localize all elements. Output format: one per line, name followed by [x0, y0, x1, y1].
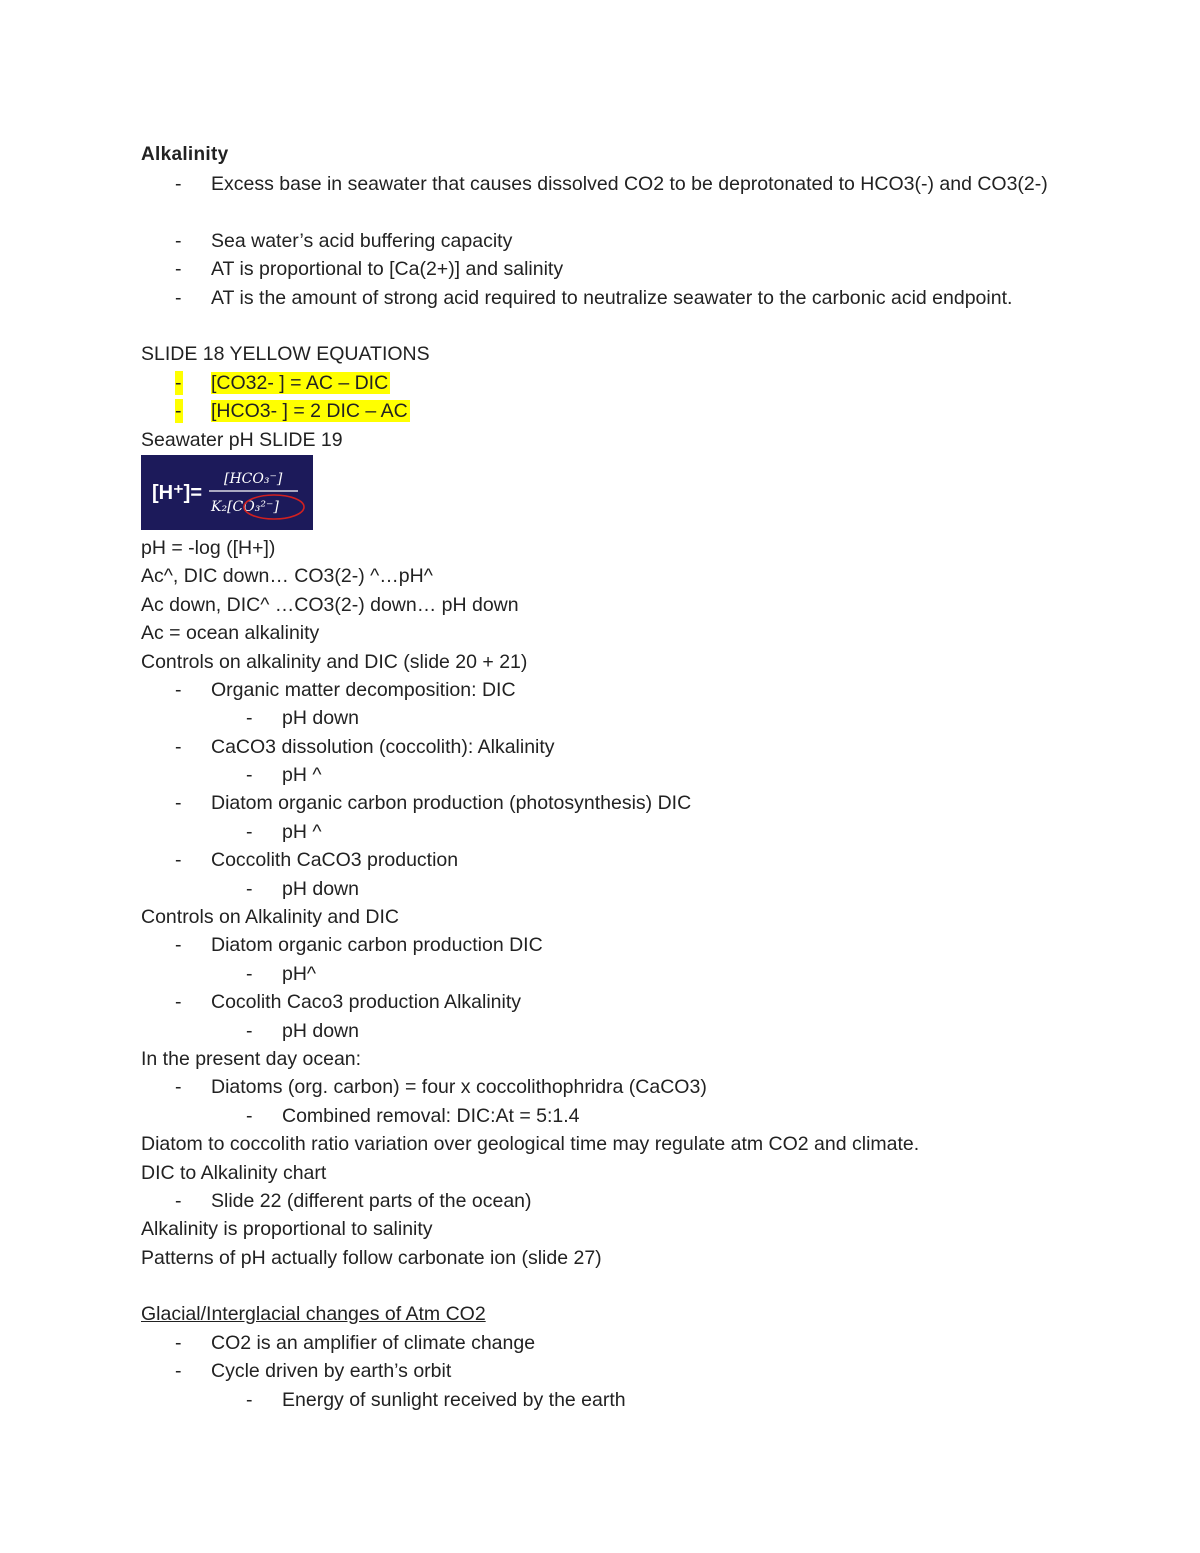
sub-list-item	[141, 1102, 1081, 1130]
list-item	[141, 227, 1081, 255]
text-line: pH = -log ([H+])	[141, 536, 276, 559]
controls-heading: Controls on alkalinity and DIC (slide 20 + 21)	[141, 650, 528, 673]
list-item-text: Sea water’s acid buffering capacity	[211, 229, 513, 252]
equation-graphic	[141, 455, 313, 530]
blank-line	[141, 1272, 1081, 1300]
list-item-text: AT is proportional to [Ca(2+)] and salinity	[211, 258, 564, 281]
list-item-text: Coccolith CaCO3 production	[211, 849, 459, 872]
list-item	[141, 931, 1081, 959]
sub-list-item-text: Energy of sunlight received by the earth	[282, 1388, 626, 1411]
list-item-text: Diatom organic carbon production DIC	[211, 934, 543, 957]
equation-denominator: K₂[CO₃²⁻]	[211, 498, 279, 515]
text-line: Alkalinity is proportional to salinity	[141, 1218, 433, 1241]
bullet-dash: -	[246, 1019, 253, 1042]
highlighted-equation	[141, 397, 1081, 425]
list-item	[141, 676, 1081, 704]
list-item-text: Cocolith Caco3 production Alkalinity	[211, 991, 522, 1014]
document-page	[141, 140, 1081, 1414]
sub-list-item-text: Combined removal: DIC:At = 5:1.4	[282, 1104, 580, 1127]
bullet-dash: -	[175, 1076, 182, 1099]
equation-numerator: [HCO₃⁻]	[224, 470, 283, 487]
equation-image	[141, 455, 313, 530]
list-item	[141, 789, 1081, 817]
text-line: Ac down, DIC^ …CO3(2-) down… pH down	[141, 593, 519, 616]
list-item	[141, 1329, 1081, 1357]
slide18-title: SLIDE 18 YELLOW EQUATIONS	[141, 343, 430, 366]
list-item	[141, 170, 1081, 227]
list-item	[141, 988, 1081, 1016]
bullet-dash: -	[246, 707, 253, 730]
sub-list-item-text: pH down	[282, 1019, 359, 1042]
sub-list-item-text: pH ^	[282, 820, 322, 843]
bullet-dash: -	[246, 1104, 253, 1127]
text-line: Ac = ocean alkalinity	[141, 622, 320, 645]
list-item-text: Excess base in seawater that causes dissolved CO2 to be deprotonated to HCO3(-) and CO3(2-)	[211, 173, 1048, 195]
list-item-text: Cycle driven by earth’s orbit	[211, 1360, 452, 1383]
bullet-dash: -	[175, 286, 182, 309]
bullet-dash: -	[175, 371, 182, 394]
bullet-dash: -	[175, 934, 182, 957]
sub-list-item-text: pH ^	[282, 764, 322, 787]
seawater-ph-title: Seawater pH SLIDE 19	[141, 428, 343, 451]
bullet-dash: -	[246, 1388, 253, 1411]
sub-list-item	[141, 960, 1081, 988]
list-item-text: Diatom organic carbon production (photosynthesis) DIC	[211, 792, 692, 815]
section-heading-alkalinity: Alkalinity	[141, 144, 229, 165]
bullet-dash: -	[175, 229, 182, 252]
bullet-dash: -	[246, 764, 253, 787]
equation-text: [CO32- ] = AC – DIC	[211, 371, 389, 394]
bullet-dash: -	[175, 1360, 182, 1383]
glacial-heading-text: Glacial/Interglacial changes of Atm CO2	[141, 1303, 486, 1326]
equation-lhs: [H⁺]=	[152, 481, 202, 504]
equation-text: [HCO3- ] = 2 DIC – AC	[211, 400, 408, 423]
list-item-text: AT is the amount of strong acid required to neutralize seawater to the carbonic acid endpoint.	[211, 286, 1013, 309]
sub-list-item	[141, 875, 1081, 903]
bullet-dash: -	[175, 735, 182, 758]
bullet-dash: -	[175, 1189, 182, 1212]
bullet-dash: -	[175, 400, 182, 423]
bullet-dash: -	[175, 792, 182, 815]
sub-list-item	[141, 1386, 1081, 1414]
glacial-heading	[141, 1300, 1081, 1328]
highlighted-equation	[141, 369, 1081, 397]
bullet-dash: -	[246, 820, 253, 843]
list-item	[141, 1357, 1081, 1385]
sub-list-item-text: pH down	[282, 707, 359, 730]
bullet-dash: -	[175, 1331, 182, 1354]
sub-list-item-text: pH down	[282, 877, 359, 900]
sub-list-item	[141, 1017, 1081, 1045]
sub-list-item	[141, 704, 1081, 732]
list-item-text: Diatoms (org. carbon) = four x coccolithophridra (CaCO3)	[211, 1076, 707, 1099]
list-item-text: Slide 22 (different parts of the ocean)	[211, 1189, 532, 1212]
list-item	[141, 733, 1081, 761]
sub-list-item	[141, 818, 1081, 846]
bullet-dash: -	[246, 962, 253, 985]
text-line: Ac^, DIC down… CO3(2-) ^…pH^	[141, 565, 433, 588]
sub-list-item	[141, 761, 1081, 789]
list-item	[141, 846, 1081, 874]
present-day-heading: In the present day ocean:	[141, 1047, 362, 1070]
list-item	[141, 255, 1081, 283]
text-line: DIC to Alkalinity chart	[141, 1161, 327, 1184]
text-line: Diatom to coccolith ratio variation over geological time may regulate atm CO2 and climate.	[141, 1133, 920, 1156]
bullet-dash: -	[175, 173, 182, 195]
bullet-dash: -	[175, 991, 182, 1014]
bullet-dash: -	[246, 877, 253, 900]
list-item-text: CaCO3 dissolution (coccolith): Alkalinity	[211, 735, 555, 758]
bullet-dash: -	[175, 678, 182, 701]
list-item-text: Organic matter decomposition: DIC	[211, 678, 516, 701]
text-line: Patterns of pH actually follow carbonate ion (slide 27)	[141, 1246, 602, 1269]
list-item	[141, 1187, 1081, 1215]
list-item	[141, 284, 1081, 341]
controls-heading: Controls on Alkalinity and DIC	[141, 906, 399, 929]
bullet-dash: -	[175, 258, 182, 281]
list-item	[141, 1073, 1081, 1101]
bullet-dash: -	[175, 849, 182, 872]
sub-list-item-text: pH^	[282, 962, 317, 985]
list-item-text: CO2 is an amplifier of climate change	[211, 1331, 536, 1354]
